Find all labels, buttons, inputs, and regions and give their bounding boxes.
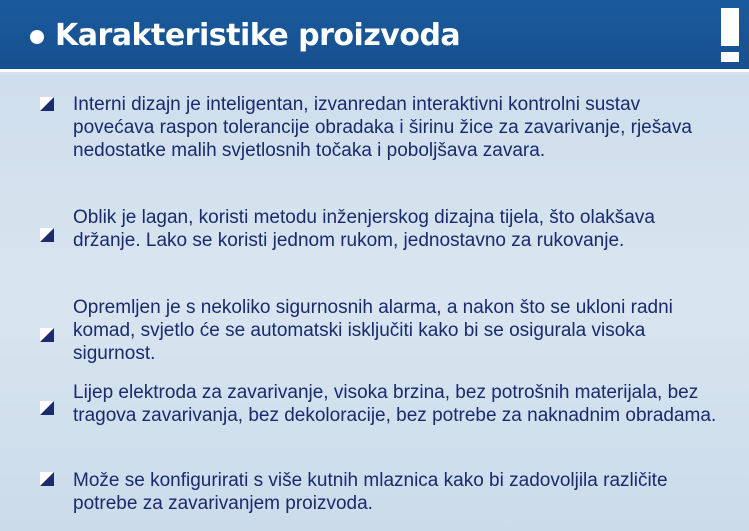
feature-list: [0, 75, 749, 531]
page-title: Karakteristike proizvoda: [55, 18, 461, 53]
triangle-bullet-icon: [40, 97, 54, 111]
triangle-bullet-icon: [40, 228, 54, 242]
feature-text: Može se konfigurirati s više kutnih mlaznica kako bi zadovoljila različite potrebe za zavarivanjem proizvoda.: [73, 470, 668, 514]
triangle-bullet-icon: [40, 401, 54, 415]
triangle-bullet-icon: [40, 472, 54, 486]
header-banner: [0, 0, 749, 72]
feature-text: Opremljen je s nekoliko sigurnosnih alarma, a nakon što se ukloni radni komad, svjetlo će se automatski isključiti kako bi se osigurala visoka sigurnost.: [73, 297, 673, 364]
feature-text: Oblik je lagan, koristi metodu inženjerskog dizajna tijela, što olakšava držanje. Lako se koristi jednom rukom, jednostavno za rukovanje.: [73, 207, 655, 251]
exclamation-icon: [721, 8, 739, 62]
triangle-bullet-icon: [40, 328, 54, 342]
bullet-dot-icon: [30, 30, 44, 44]
feature-text: Lijep elektroda za zavarivanje, visoka brzina, bez potrošnih materijala, bez tragova zavarivanja, bez dekoloracije, bez potrebe za naknadnim obradama.: [73, 382, 717, 426]
feature-text: Interni dizajn je inteligentan, izvanredan interaktivni kontrolni sustav povećava raspon tolerancije obradaka i širinu žice za zavarivanje, rješava nedostatke malih svjetlosnih točaka i poboljšava zavara.: [73, 94, 692, 161]
